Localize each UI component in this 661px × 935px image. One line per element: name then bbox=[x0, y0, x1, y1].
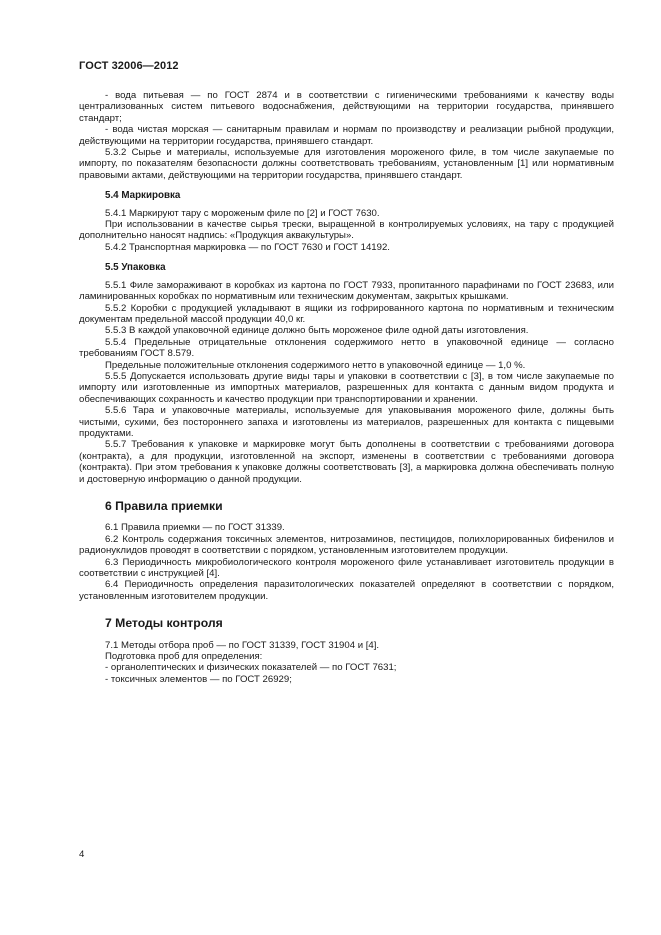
paragraph: 5.5.2 Коробки с продукцией укладывают в ящики из гофрированного картона по нормативным и техническим документам предельной массой продукции 40,0 кг. bbox=[79, 302, 614, 325]
paragraph: 5.5.1 Филе замораживают в коробках из картона по ГОСТ 7933, пропитанного парафинами по ГОСТ 23683, или ламинированных коробках по нормативным или техническим документам, закрытых крышками. bbox=[79, 279, 614, 303]
section-heading-6: 6 Правила приемки bbox=[105, 499, 223, 513]
paragraph: 5.5.7 Требования к упаковке и маркировке могут быть дополнены в соответствии с требованиями договора (контракта), а для продукции, изготовленной на экспорт, изменены в соответствии с требованиями договора (контракта). При этом требования к упаковке должны соответствовать [3], а маркировка должна обеспечивать полную и достоверную информацию о данной продукции. bbox=[79, 439, 614, 485]
paragraph: При использовании в качестве сырья трески, выращенной в контролируемых условиях, на тару с продукцией дополнительно наносят надпись: «Продукция аквакультуры». bbox=[79, 219, 614, 242]
paragraph: 7.1 Методы отбора проб — по ГОСТ 31339, ГОСТ 31904 и [4]. bbox=[105, 639, 380, 651]
paragraph: 6.2 Контроль содержания токсичных элементов, нитрозаминов, пестицидов, полихлорированных бифенилов и радионуклидов проводят в соответствии с порядком, установленным изготовителем продукции. bbox=[79, 533, 614, 557]
paragraph: 5.5.3 В каждой упаковочной единице должно быть мороженое филе одной даты изготовления. bbox=[105, 325, 529, 337]
paragraph: 5.4.1 Маркируют тару с мороженым филе по [2] и ГОСТ 7630. bbox=[105, 207, 380, 219]
paragraph: Подготовка проб для определения: bbox=[105, 651, 263, 663]
list-item: - токсичных элементов — по ГОСТ 26929; bbox=[105, 673, 292, 685]
paragraph: 5.4.2 Транспортная маркировка — по ГОСТ 7630 и ГОСТ 14192. bbox=[105, 241, 390, 253]
paragraph: 5.5.5 Допускается использовать другие виды тары и упаковки в соответствии с [3], в том числе закупаемые по импорту или изготовленные из импортных материалов, разрешенных для контакта с данным видом продукта и обеспечивающих сохранность и качество продукции при транспортировании и хранении. bbox=[79, 370, 614, 405]
paragraph: Предельные положительные отклонения содержимого нетто в упаковочной единице — 1,0 %. bbox=[105, 359, 526, 371]
section-heading-5-5: 5.5 Упаковка bbox=[105, 262, 166, 274]
document-body bbox=[79, 90, 614, 685]
paragraph: 6.1 Правила приемки — по ГОСТ 31339. bbox=[105, 522, 285, 534]
paragraph: 6.4 Периодичность определения паразитологических показателей определяют в соответствии с порядком, установленным изготовителем продукции. bbox=[79, 579, 614, 602]
paragraph: - вода питьевая — по ГОСТ 2874 и в соответствии с гигиеническими требованиями к качеству воды централизованных систем питьевого водоснабжения, действующими на территории государства, принявшего стандарт; bbox=[79, 90, 614, 124]
section-heading-5-4: 5.4 Маркировка bbox=[105, 190, 181, 202]
paragraph: 6.3 Периодичность микробиологического контроля мороженого филе устанавливает изготовитель продукции в соответствии с инструкцией [4]. bbox=[79, 556, 614, 580]
paragraph: 5.3.2 Сырье и материалы, используемые для изготовления мороженого филе, в том числе закупаемые по импорту, по показателям безопасности должны соответствовать требованиям, установленным [1] или нормативным правовыми актами, действующими на территории государства, принявшего стандарт. bbox=[79, 147, 614, 181]
paragraph: 5.5.6 Тара и упаковочные материалы, используемые для упаковывания мороженого филе, должны быть чистыми, сухими, без постороннего запаха и изготовлены из материалов, разрешенных для контакта с пищевыми продуктами. bbox=[79, 405, 614, 439]
paragraph: 5.5.4 Предельные отрицательные отклонения содержимого нетто в упаковочной единице — согласно требованиям ГОСТ 8.579. bbox=[79, 336, 614, 360]
paragraph: - вода чистая морская — санитарным правилам и нормам по производству и реализации рыбной продукции, действующими на территории государства, принявшего стандарт. bbox=[79, 124, 614, 147]
page-number: 4 bbox=[79, 849, 85, 860]
section-heading-7: 7 Методы контроля bbox=[105, 616, 223, 631]
list-item: - органолептических и физических показателей — по ГОСТ 7631; bbox=[105, 662, 397, 674]
document-code-header: ГОСТ 32006—2012 bbox=[79, 60, 179, 72]
